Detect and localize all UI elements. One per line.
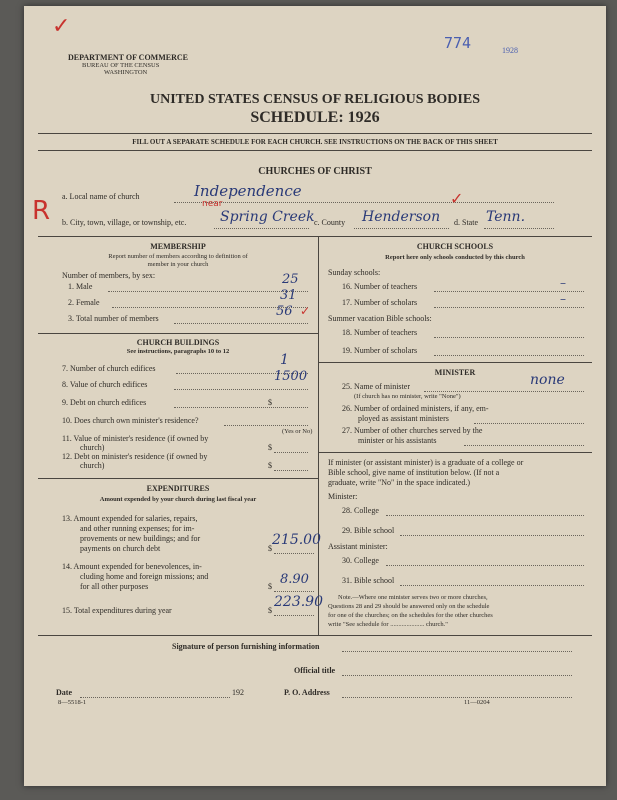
minister-bible-school-label: 29. Bible school: [342, 526, 395, 535]
edifices-value-label: 8. Value of church edifices: [62, 380, 148, 389]
benevolences-label-2: cluding home and foreign missions; and: [80, 572, 209, 581]
sunday-scholars-value: –: [560, 292, 566, 306]
state-label: d. State: [454, 218, 478, 227]
minister-note-3: for one of the churches; on the schedules for the other churches: [328, 612, 493, 619]
benevolences-dollar: $: [268, 582, 272, 591]
female-label: 2. Female: [68, 298, 100, 307]
running-expenses-label-1: 13. Amount expended for salaries, repairs,: [62, 514, 198, 523]
edifices-debt-label: 9. Debt on church edifices: [62, 398, 147, 407]
minister-note-2: Questions 28 and 29 should be answered only on the schedule: [328, 603, 490, 610]
red-check-mark-icon: ✓: [52, 14, 71, 39]
membership-heading: MEMBERSHIP: [150, 242, 206, 251]
ordained-ministers-label-1: 26. Number of ordained ministers, if any, em-: [342, 404, 489, 413]
residence-debt-dollar: $: [268, 461, 272, 470]
assistant-minister-label: Assistant minister:: [328, 542, 388, 551]
red-check-mark-icon: ✓: [450, 189, 464, 208]
sunday-scholars-label: 17. Number of scholars: [342, 298, 418, 307]
residence-debt-label-2: church): [80, 461, 105, 470]
members-by-sex-label: Number of members, by sex:: [62, 271, 156, 280]
date-year: 192: [232, 688, 244, 697]
bureau-city: WASHINGTON: [104, 69, 148, 76]
sunday-teachers-value: –: [560, 276, 566, 290]
edifices-count-label: 7. Number of church edifices: [62, 364, 156, 373]
residence-value-label-1: 11. Value of minister's residence (if owned by: [62, 434, 209, 443]
ordained-ministers-label-2: ployed as assistant ministers: [358, 414, 449, 423]
church-schools-subtitle: Report here only schools conducted by this church: [385, 254, 525, 261]
denomination-heading: CHURCHES OF CHRIST: [258, 166, 372, 177]
male-value: 25: [282, 272, 299, 287]
stamp-number: 774: [444, 34, 472, 52]
state-value: Tenn.: [486, 209, 526, 225]
running-expenses-label-2: and other running expenses; for im-: [80, 524, 195, 533]
graduate-note-2: Bible school, give name of institution below. (If not a: [328, 468, 500, 477]
minister-note-1: Note.—Where one minister serves two or more churches,: [338, 594, 488, 601]
other-churches-label-1: 27. Number of other churches served by the: [342, 426, 483, 435]
yes-no-note: (Yes or No): [282, 428, 313, 435]
county-label: c. County: [314, 218, 346, 227]
minister-name-note: (If church has no minister, write "None"): [354, 393, 461, 400]
assistant-bible-school-label: 31. Bible school: [342, 576, 395, 585]
edifices-value: 1500: [274, 369, 308, 384]
benevolences-value: 8.90: [280, 572, 309, 587]
total-expenditures-dollar: $: [268, 606, 272, 615]
total-members-label: 3. Total number of members: [68, 314, 159, 323]
edifices-debt-dollar: $: [268, 398, 272, 407]
summer-teachers-label: 18. Number of teachers: [342, 328, 418, 337]
total-expenditures-value: 223.90: [274, 594, 323, 610]
city-value: Spring Creek: [220, 209, 315, 225]
red-check-mark-icon: ✓: [300, 304, 311, 318]
church-schools-heading: CHURCH SCHOOLS: [416, 242, 494, 251]
sunday-schools-label: Sunday schools:: [328, 268, 381, 277]
male-label: 1. Male: [68, 282, 93, 291]
running-expenses-label-4: payments on church debt: [80, 544, 161, 553]
po-address-label: P. O. Address: [284, 688, 330, 697]
county-value: Henderson: [362, 209, 441, 225]
graduate-note-1: If minister (or assistant minister) is a graduate of a college or: [328, 458, 524, 467]
benevolences-label-1: 14. Amount expended for benevolences, in-: [62, 562, 202, 571]
minister-note-4: write "See schedule for ..................... church.": [328, 621, 448, 628]
minister-name-label: 25. Name of minister: [342, 382, 410, 391]
print-number: 11—0204: [464, 699, 490, 706]
church-name-value: Independence: [194, 182, 302, 200]
running-expenses-label-3: provements or new buildings; and for: [80, 534, 201, 543]
signature-label: Signature of person furnishing information: [172, 642, 320, 651]
church-name-label: a. Local name of church: [62, 192, 140, 201]
membership-subtitle-2: member in your church: [147, 261, 209, 268]
city-note: near: [202, 199, 223, 209]
other-churches-label-2: minister or his assistants: [358, 436, 437, 445]
residence-value-label-2: church): [80, 443, 105, 452]
form-number: 8—5518-1: [58, 699, 87, 706]
residence-value-dollar: $: [268, 443, 272, 452]
department-name: DEPARTMENT OF COMMERCE: [68, 53, 189, 62]
official-title-label: Official title: [294, 666, 336, 675]
city-label: b. City, town, village, or township, etc.: [62, 218, 187, 227]
total-members-value: 56: [276, 304, 293, 319]
minister-section-label: Minister:: [328, 492, 358, 501]
residence-owned-label: 10. Does church own minister's residence?: [62, 416, 199, 425]
total-expenditures-label: 15. Total expenditures during year: [62, 606, 172, 615]
graduate-note-3: graduate, write "No" in the space indicated.): [328, 478, 471, 487]
benevolences-label-3: for all other purposes: [80, 582, 149, 591]
minister-name-value: none: [530, 372, 565, 388]
review-mark: R: [32, 196, 51, 226]
membership-subtitle-1: Report number of members according to definition of: [108, 253, 248, 260]
date-label: Date: [56, 688, 72, 697]
instruction-line: FILL OUT A SEPARATE SCHEDULE FOR EACH CHURCH. SEE INSTRUCTIONS ON THE BACK OF THIS SHEET: [132, 138, 498, 146]
running-expenses-dollar: $: [268, 544, 272, 553]
census-title: UNITED STATES CENSUS OF RELIGIOUS BODIES: [149, 92, 480, 107]
female-value: 31: [280, 288, 297, 303]
summer-scholars-label: 19. Number of scholars: [342, 346, 418, 355]
expenditures-subtitle: Amount expended by your church during last fiscal year: [99, 496, 257, 503]
church-buildings-subtitle: See instructions, paragraphs 10 to 12: [126, 348, 230, 355]
running-expenses-value: 215.00: [272, 532, 321, 548]
stamp-date: 1928: [502, 46, 518, 55]
bureau-name: BUREAU OF THE CENSUS: [82, 62, 160, 69]
residence-debt-label-1: 12. Debt on minister's residence (if owned by: [62, 452, 208, 461]
church-buildings-heading: CHURCH BUILDINGS: [136, 338, 220, 347]
minister-heading: MINISTER: [434, 368, 476, 377]
assistant-college-label: 30. College: [342, 556, 379, 565]
schedule-title: SCHEDULE: 1926: [250, 109, 380, 126]
summer-schools-label: Summer vacation Bible schools:: [328, 314, 432, 323]
minister-college-label: 28. College: [342, 506, 379, 515]
edifices-count-value: 1: [280, 352, 289, 368]
expenditures-heading: EXPENDITURES: [146, 484, 210, 493]
sunday-teachers-label: 16. Number of teachers: [342, 282, 418, 291]
census-schedule-sheet: [24, 6, 606, 786]
